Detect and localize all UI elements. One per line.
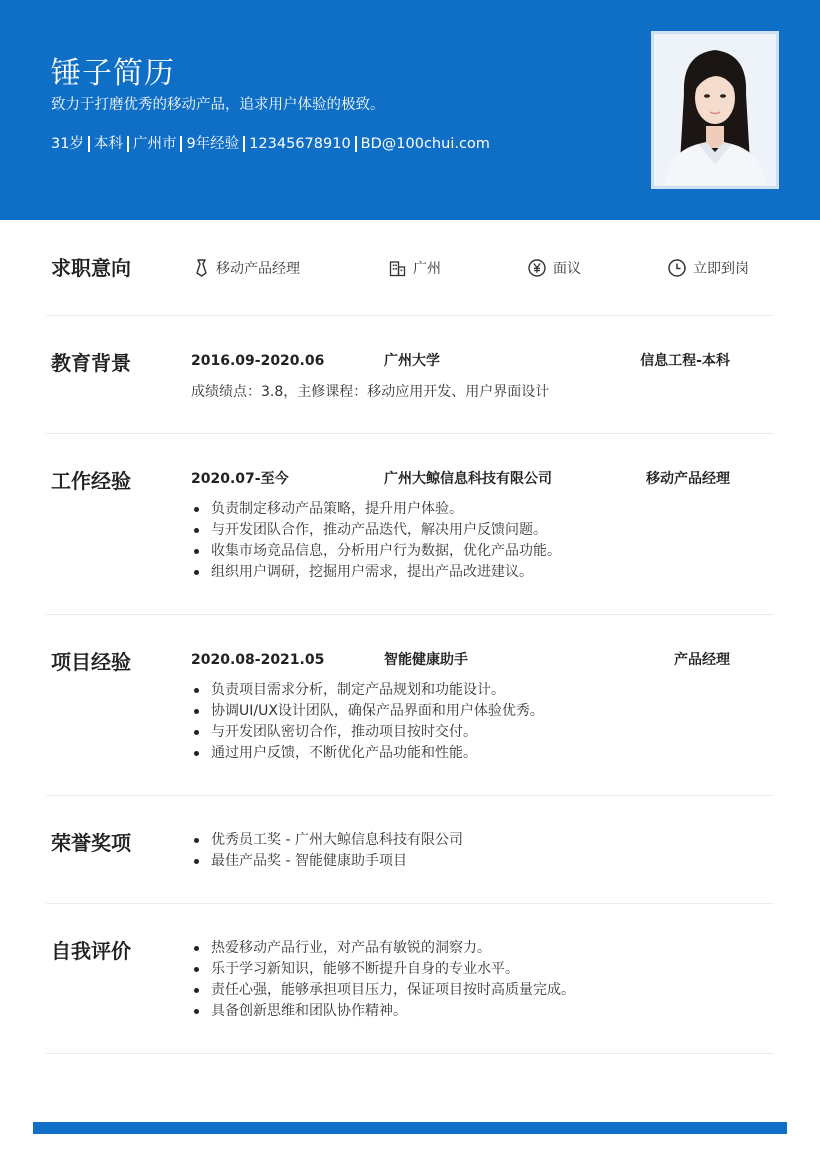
- list-item: 通过用户反馈，不断优化产品功能和性能。: [191, 743, 544, 764]
- separator: [127, 136, 129, 152]
- section-title: 项目经验: [51, 650, 131, 674]
- email: BD@100chui.com: [360, 136, 490, 152]
- list-item: 优秀员工奖 - 广州大鲸信息科技有限公司: [191, 830, 463, 851]
- self-evaluation-section: [46, 903, 774, 1054]
- intent-availability: [668, 258, 749, 278]
- clock-icon: [668, 259, 686, 277]
- list-item: 收集市场竞品信息，分析用户行为数据，优化产品功能。: [191, 541, 561, 562]
- list-item: 与开发团队密切合作，推动项目按时交付。: [191, 722, 544, 743]
- intent-position-label: 移动产品经理: [216, 261, 300, 277]
- section-title: 工作经验: [51, 469, 131, 493]
- section-title: 教育背景: [51, 351, 131, 375]
- list-item: 负责项目需求分析，制定产品规划和功能设计。: [191, 680, 544, 701]
- separator: [355, 136, 357, 152]
- work-section: [46, 433, 774, 615]
- city: 广州市: [132, 136, 177, 152]
- resume-header: [0, 0, 820, 220]
- phone: 12345678910: [249, 136, 351, 152]
- list-item: 具备创新思维和团队协作精神。: [191, 1001, 575, 1022]
- separator: [180, 136, 182, 152]
- intent-city: [389, 258, 441, 278]
- degree: 本科: [93, 136, 123, 152]
- list-item: 与开发团队合作，推动产品迭代，解决用户反馈问题。: [191, 520, 561, 541]
- project-role: 产品经理: [674, 652, 730, 668]
- honors-bullets: [191, 830, 463, 872]
- portrait-image: [654, 34, 776, 186]
- project-section: [46, 614, 774, 796]
- profile-photo: [651, 31, 779, 189]
- project-bullets: [191, 680, 544, 764]
- list-item: 乐于学习新知识，能够不断提升自身的专业水平。: [191, 959, 575, 980]
- list-item: 最佳产品奖 - 智能健康助手项目: [191, 851, 463, 872]
- project-name: 智能健康助手: [384, 652, 468, 668]
- basic-info: [51, 133, 490, 155]
- footer-accent-bar: [33, 1122, 787, 1134]
- list-item: 协调UI/UX设计团队，确保产品界面和用户体验优秀。: [191, 701, 544, 722]
- project-date: 2020.08-2021.05: [191, 652, 325, 668]
- list-item: 组织用户调研，挖掘用户需求，提出产品改进建议。: [191, 562, 561, 583]
- list-item: 热爱移动产品行业，对产品有敏锐的洞察力。: [191, 938, 575, 959]
- intent-city-label: 广州: [413, 261, 441, 277]
- yen-icon: [528, 259, 546, 277]
- experience-years: 9年经验: [186, 136, 240, 152]
- intent-salary-label: 面议: [553, 261, 581, 277]
- intent-salary: [528, 258, 581, 278]
- section-title: 荣誉奖项: [51, 831, 131, 855]
- work-role: 移动产品经理: [646, 471, 730, 487]
- work-bullets: [191, 499, 561, 583]
- education-school: 广州大学: [384, 353, 440, 369]
- age: 31岁: [51, 136, 84, 152]
- work-company: 广州大鲸信息科技有限公司: [384, 471, 552, 487]
- list-item: 责任心强，能够承担项目压力，保证项目按时高质量完成。: [191, 980, 575, 1001]
- section-title: 自我评价: [51, 939, 131, 963]
- intent-position: [194, 258, 300, 278]
- section-title: 求职意向: [51, 256, 131, 280]
- separator: [243, 136, 245, 152]
- honors-section: [46, 795, 774, 904]
- work-date: 2020.07-至今: [191, 471, 289, 487]
- separator: [88, 136, 90, 152]
- intent-availability-label: 立即到岗: [693, 261, 749, 277]
- education-detail: 成绩绩点：3.8，主修课程：移动应用开发、用户界面设计: [191, 384, 550, 400]
- building-icon: [389, 260, 406, 277]
- list-item: 负责制定移动产品策略，提升用户体验。: [191, 499, 561, 520]
- education-date: 2016.09-2020.06: [191, 353, 325, 369]
- education-major: 信息工程-本科: [640, 353, 730, 369]
- education-section: [46, 315, 774, 434]
- resume-motto: 致力于打磨优秀的移动产品，追求用户体验的极致。: [51, 97, 385, 113]
- self-evaluation-bullets: [191, 938, 575, 1022]
- resume-name: 锤子简历: [51, 56, 175, 91]
- tie-icon: [194, 259, 209, 277]
